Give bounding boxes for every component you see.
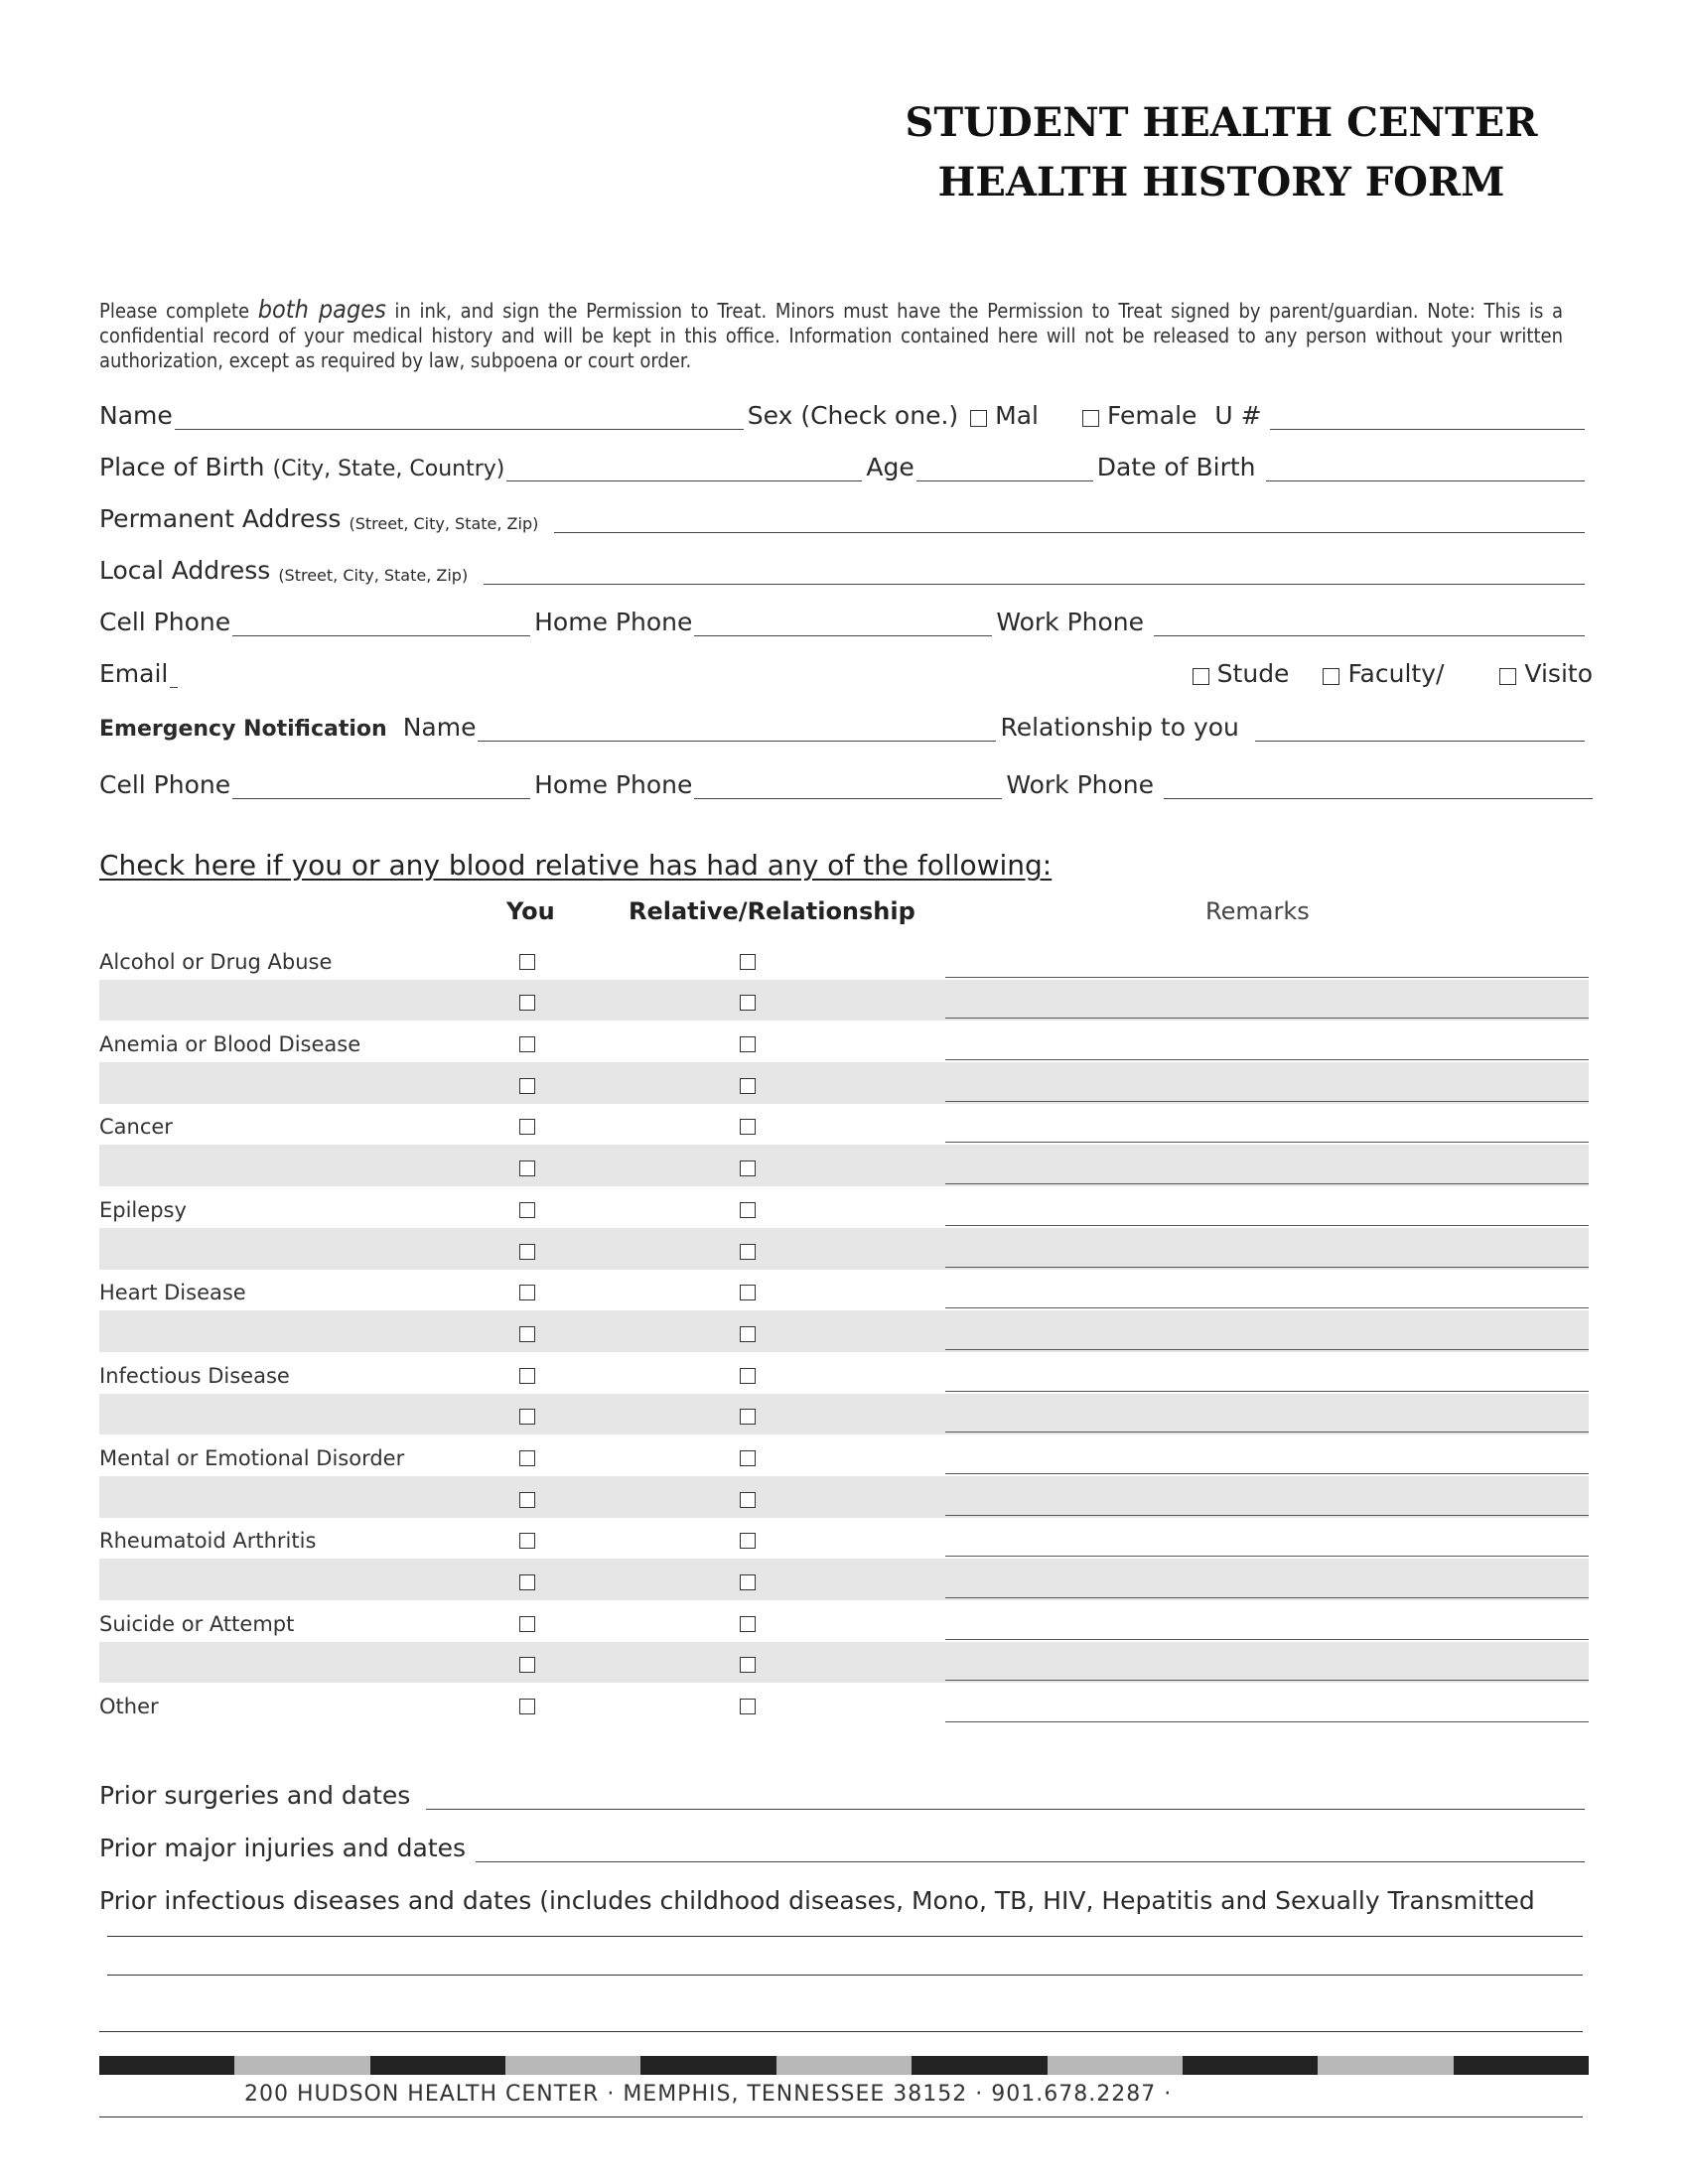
email-label: Email xyxy=(99,659,169,688)
local-address-hint: (Street, City, State, Zip) xyxy=(278,566,469,585)
you-checkbox[interactable] xyxy=(519,1368,535,1384)
you-checkbox[interactable] xyxy=(519,1036,535,1052)
permanent-address-label: Permanent Address xyxy=(99,504,342,533)
female-checkbox[interactable] xyxy=(1082,410,1099,427)
you-checkbox[interactable] xyxy=(519,1160,535,1176)
condition-row xyxy=(99,1394,1589,1435)
condition-row xyxy=(99,1600,1589,1642)
cell-phone-field[interactable] xyxy=(232,610,530,636)
remarks-field[interactable] xyxy=(945,1059,1589,1060)
prior-injuries-row xyxy=(99,1823,1589,1862)
condition-row xyxy=(99,1145,1589,1186)
footer-stripe-segment xyxy=(1454,2056,1589,2075)
header-relative: Relative/Relationship xyxy=(629,897,915,925)
male-checkbox[interactable] xyxy=(970,410,987,427)
remarks-field[interactable] xyxy=(945,1101,1589,1102)
condition-row xyxy=(99,1683,1589,1724)
condition-row xyxy=(99,1021,1589,1062)
u-number-label: U # xyxy=(1214,401,1262,430)
work-phone-label: Work Phone xyxy=(996,608,1145,636)
you-checkbox[interactable] xyxy=(519,1533,535,1549)
student-checkbox[interactable] xyxy=(1193,668,1209,685)
relative-checkbox[interactable] xyxy=(740,1409,756,1425)
condition-row xyxy=(99,1186,1589,1228)
phone-row xyxy=(99,597,1589,636)
remarks-field[interactable] xyxy=(945,977,1589,978)
condition-row xyxy=(99,1352,1589,1394)
condition-row xyxy=(99,1476,1589,1518)
emergency-label: Emergency Notification xyxy=(99,717,387,742)
footer-stripe-segment xyxy=(99,2056,234,2075)
student-label: Stude xyxy=(1216,659,1290,688)
remarks-field[interactable] xyxy=(945,1349,1589,1350)
sex-label: Sex (Check one.) xyxy=(747,401,959,430)
you-checkbox[interactable] xyxy=(519,1699,535,1714)
condition-label: Heart Disease xyxy=(99,1281,246,1305)
footer-stripe xyxy=(99,2056,1589,2075)
instructions-paragraph xyxy=(99,297,1563,373)
relative-checkbox[interactable] xyxy=(740,1119,756,1135)
place-of-birth-hint: (City, State, Country) xyxy=(272,457,505,481)
permanent-address-row xyxy=(99,493,1589,533)
relative-checkbox[interactable] xyxy=(740,1078,756,1094)
conditions-table xyxy=(99,938,1589,1724)
faculty-checkbox[interactable] xyxy=(1323,668,1339,685)
you-checkbox[interactable] xyxy=(519,1492,535,1508)
emergency-phone-row xyxy=(99,759,1597,799)
emergency-cell-field[interactable] xyxy=(232,772,530,799)
condition-label: Infectious Disease xyxy=(99,1363,290,1388)
footer-stripe-segment xyxy=(234,2056,369,2075)
emergency-row xyxy=(99,702,1589,742)
local-address-field[interactable] xyxy=(484,558,1585,585)
you-checkbox[interactable] xyxy=(519,1285,535,1300)
you-checkbox[interactable] xyxy=(519,1616,535,1632)
remarks-field[interactable] xyxy=(945,1432,1589,1433)
relative-checkbox[interactable] xyxy=(740,1657,756,1673)
condition-row xyxy=(99,1434,1589,1476)
you-checkbox[interactable] xyxy=(519,1119,535,1135)
relative-checkbox[interactable] xyxy=(740,1450,756,1466)
remarks-field[interactable] xyxy=(945,1142,1589,1143)
condition-label: Cancer xyxy=(99,1115,173,1140)
relative-checkbox[interactable] xyxy=(740,954,756,970)
date-of-birth-field[interactable] xyxy=(1266,455,1586,481)
date-of-birth-label: Date of Birth xyxy=(1096,453,1256,481)
emergency-name-label: Name xyxy=(402,713,477,742)
you-checkbox[interactable] xyxy=(519,1326,535,1342)
home-phone-label: Home Phone xyxy=(534,608,693,636)
you-checkbox[interactable] xyxy=(519,1078,535,1094)
condition-row xyxy=(99,1559,1589,1600)
home-phone-field[interactable] xyxy=(694,610,992,636)
condition-row xyxy=(99,1104,1589,1146)
remarks-field[interactable] xyxy=(945,1721,1589,1722)
header-you: You xyxy=(506,897,555,925)
condition-row xyxy=(99,1518,1589,1560)
emergency-cell-label: Cell Phone xyxy=(99,770,231,799)
emergency-home-label: Home Phone xyxy=(534,770,693,799)
remarks-field[interactable] xyxy=(945,1018,1589,1019)
permanent-address-hint: (Street, City, State, Zip) xyxy=(349,514,539,533)
condition-label: Epilepsy xyxy=(99,1197,187,1222)
footer-stripe-segment xyxy=(1318,2056,1453,2075)
remarks-field[interactable] xyxy=(945,1680,1589,1681)
relative-checkbox[interactable] xyxy=(740,1326,756,1342)
relative-checkbox[interactable] xyxy=(740,1533,756,1549)
remarks-field[interactable] xyxy=(945,1391,1589,1392)
condition-label: Suicide or Attempt xyxy=(99,1611,295,1636)
you-checkbox[interactable] xyxy=(519,995,535,1011)
form-title-line-2: HEALTH HISTORY FORM xyxy=(937,159,1505,205)
relative-checkbox[interactable] xyxy=(740,1285,756,1300)
emergency-relationship-field[interactable] xyxy=(1255,715,1585,742)
birth-row xyxy=(99,442,1589,481)
email-row xyxy=(99,648,1593,688)
faculty-label: Faculty/ xyxy=(1347,659,1445,688)
prior-injuries-label: Prior major injuries and dates xyxy=(99,1834,467,1862)
condition-row xyxy=(99,1310,1589,1352)
relative-checkbox[interactable] xyxy=(740,1244,756,1260)
remarks-field[interactable] xyxy=(945,1225,1589,1226)
condition-row xyxy=(99,1642,1589,1684)
name-label: Name xyxy=(99,401,173,430)
instructions-after: in ink, and sign the Permission to Treat. Minors must have the Permission to Treat signed by parent/guardian. Note: This is a confidential record of your medical history and will be kept in this office. Information contained here will not be released to any person without your written authorization, except as required by law, subpoena or court order. xyxy=(99,299,1563,372)
prior-injuries-field[interactable] xyxy=(476,1836,1585,1862)
age-field[interactable] xyxy=(916,455,1093,481)
you-checkbox[interactable] xyxy=(519,954,535,970)
u-number-field[interactable] xyxy=(1270,403,1585,430)
conditions-title: Check here if you or any blood relative has had any of the following: xyxy=(99,849,1053,882)
condition-label: Alcohol or Drug Abuse xyxy=(99,949,333,974)
relative-checkbox[interactable] xyxy=(740,1368,756,1384)
visitor-checkbox[interactable] xyxy=(1499,668,1516,685)
relative-checkbox[interactable] xyxy=(740,1574,756,1590)
condition-row xyxy=(99,1270,1589,1311)
emergency-relationship-label: Relationship to you xyxy=(1000,713,1239,742)
condition-label: Rheumatoid Arthritis xyxy=(99,1529,317,1554)
name-row xyxy=(99,390,1589,430)
instructions-before: Please complete xyxy=(99,299,258,323)
you-checkbox[interactable] xyxy=(519,1202,535,1218)
footer-stripe-segment xyxy=(370,2056,505,2075)
name-field[interactable] xyxy=(175,403,744,430)
relative-checkbox[interactable] xyxy=(740,995,756,1011)
place-of-birth-label: Place of Birth xyxy=(99,453,265,481)
permanent-address-field[interactable] xyxy=(554,506,1585,533)
relative-checkbox[interactable] xyxy=(740,1036,756,1052)
relative-checkbox[interactable] xyxy=(740,1616,756,1632)
cell-phone-label: Cell Phone xyxy=(99,608,231,636)
relative-checkbox[interactable] xyxy=(740,1160,756,1176)
prior-infectious-line-1[interactable] xyxy=(107,1936,1583,1937)
local-address-row xyxy=(99,545,1589,585)
footer-address: 200 HUDSON HEALTH CENTER · MEMPHIS, TENNESSEE 38152 · 901.678.2287 · xyxy=(244,2082,1173,2107)
you-checkbox[interactable] xyxy=(519,1450,535,1466)
work-phone-field[interactable] xyxy=(1154,610,1585,636)
emergency-work-label: Work Phone xyxy=(1006,770,1155,799)
email-field[interactable] xyxy=(170,661,178,688)
remarks-field[interactable] xyxy=(945,1515,1589,1516)
header-remarks: Remarks xyxy=(1205,897,1310,925)
footer-rule xyxy=(99,2116,1583,2117)
footer-stripe-segment xyxy=(640,2056,775,2075)
remarks-field[interactable] xyxy=(945,1267,1589,1268)
remarks-field[interactable] xyxy=(945,1556,1589,1557)
you-checkbox[interactable] xyxy=(519,1657,535,1673)
remarks-field[interactable] xyxy=(945,1307,1589,1308)
local-address-label: Local Address xyxy=(99,556,271,585)
condition-row xyxy=(99,938,1589,980)
prior-infectious-row xyxy=(99,1875,1589,1915)
emergency-home-field[interactable] xyxy=(694,772,1002,799)
footer-stripe-segment xyxy=(912,2056,1047,2075)
male-label: Mal xyxy=(995,401,1039,430)
place-of-birth-field[interactable] xyxy=(506,455,862,481)
relative-checkbox[interactable] xyxy=(740,1699,756,1714)
relative-checkbox[interactable] xyxy=(740,1202,756,1218)
condition-row xyxy=(99,980,1589,1022)
prior-infectious-line-3[interactable] xyxy=(99,2031,1583,2032)
condition-row xyxy=(99,1062,1589,1104)
emergency-name-field[interactable] xyxy=(478,715,996,742)
age-label: Age xyxy=(866,453,914,481)
remarks-field[interactable] xyxy=(945,1473,1589,1474)
condition-row xyxy=(99,1228,1589,1270)
female-label: Female xyxy=(1107,401,1197,430)
footer-stripe-segment xyxy=(1183,2056,1318,2075)
you-checkbox[interactable] xyxy=(519,1574,535,1590)
footer-stripe-segment xyxy=(505,2056,640,2075)
prior-infectious-line-2[interactable] xyxy=(107,1975,1583,1976)
you-checkbox[interactable] xyxy=(519,1409,535,1425)
prior-surgeries-field[interactable] xyxy=(426,1783,1585,1810)
remarks-field[interactable] xyxy=(945,1183,1589,1184)
form-title-line-1: STUDENT HEALTH CENTER xyxy=(905,99,1538,146)
condition-label: Mental or Emotional Disorder xyxy=(99,1445,405,1470)
footer-stripe-segment xyxy=(776,2056,912,2075)
prior-infectious-label: Prior infectious diseases and dates (includes childhood diseases, Mono, TB, HIV, Hepatitis and Sexually Transmitted xyxy=(99,1886,1535,1915)
instructions-emphasis: both pages xyxy=(257,295,386,324)
remarks-field[interactable] xyxy=(945,1597,1589,1598)
condition-label: Other xyxy=(99,1695,159,1719)
prior-surgeries-label: Prior surgeries and dates xyxy=(99,1781,411,1810)
you-checkbox[interactable] xyxy=(519,1244,535,1260)
emergency-work-field[interactable] xyxy=(1164,772,1593,799)
prior-surgeries-row xyxy=(99,1770,1589,1810)
relative-checkbox[interactable] xyxy=(740,1492,756,1508)
footer-stripe-segment xyxy=(1048,2056,1183,2075)
remarks-field[interactable] xyxy=(945,1639,1589,1640)
visitor-label: Visito xyxy=(1524,659,1593,688)
condition-label: Anemia or Blood Disease xyxy=(99,1032,361,1057)
